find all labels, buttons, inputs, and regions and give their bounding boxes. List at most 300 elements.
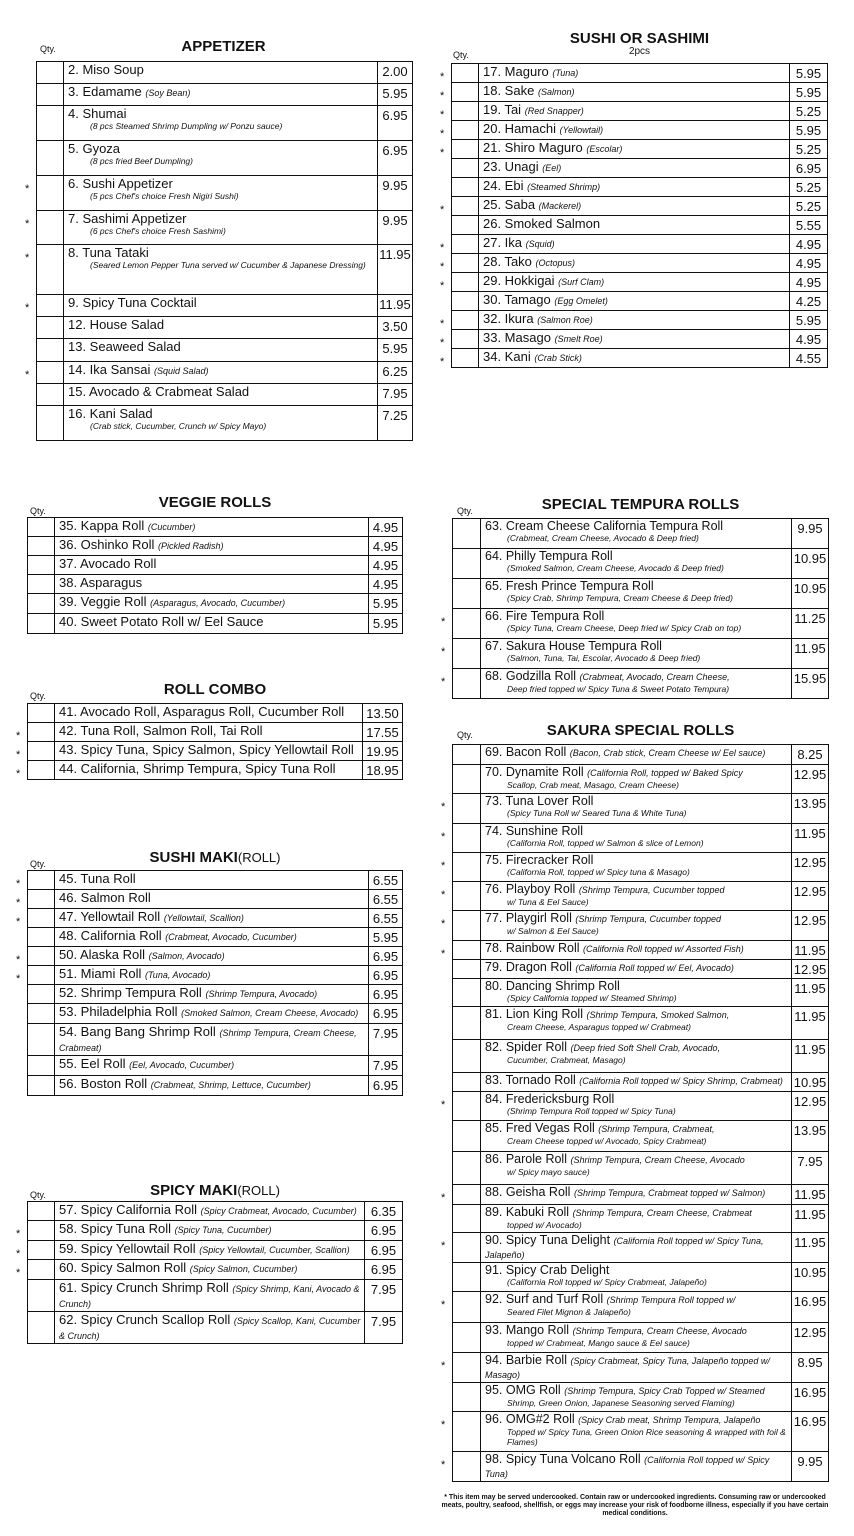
item-name-cell: [55, 575, 369, 594]
qty-cell[interactable]: [440, 83, 479, 102]
menu-item-row: [453, 1040, 829, 1073]
item-name: 78. Rainbow Roll: [485, 941, 580, 955]
menu-item-row: [28, 1280, 403, 1312]
item-price: 12.95: [792, 911, 829, 941]
undercooked-star-icon: *: [440, 261, 445, 273]
qty-cell[interactable]: [453, 1040, 481, 1073]
menu-item-row: [452, 216, 828, 235]
item-name-cell: [481, 1152, 792, 1185]
qty-cell[interactable]: [453, 1152, 481, 1185]
item-name-cell: [479, 349, 790, 368]
qty-cell[interactable]: [25, 176, 64, 211]
item-price: 11.95: [792, 1185, 829, 1205]
qty-cell[interactable]: [453, 1121, 481, 1152]
qty-cell[interactable]: [440, 330, 479, 349]
qty-cell[interactable]: [453, 1383, 481, 1412]
menu-item-row: [453, 1007, 829, 1040]
item-description: (Salmon): [537, 87, 575, 97]
item-name: 86. Parole Roll: [485, 1152, 567, 1166]
sushi-table: [440, 63, 828, 368]
qty-cell[interactable]: [37, 106, 64, 141]
item-description: (Spicy Shrimp, Kani, Avocado & Crunch): [59, 1284, 360, 1309]
qty-cell[interactable]: [28, 985, 55, 1004]
menu-item-row: [452, 83, 828, 102]
qty-cell[interactable]: [440, 254, 479, 273]
item-name-cell: [481, 745, 792, 765]
qty-label: Qty.: [453, 50, 469, 60]
undercooked-star-icon: *: [441, 646, 446, 658]
qty-cell[interactable]: [28, 1312, 55, 1344]
item-description: (Smelt Roe): [554, 334, 603, 344]
undercooked-star-icon: *: [441, 1459, 446, 1471]
qty-cell[interactable]: [16, 966, 55, 985]
qty-cell[interactable]: [16, 890, 55, 909]
qty-cell[interactable]: [440, 311, 479, 330]
qty-cell[interactable]: [440, 349, 479, 368]
item-name: 36. Oshinko Roll: [59, 537, 155, 552]
item-name: 79. Dragon Roll: [485, 960, 572, 974]
qty-cell[interactable]: [16, 909, 55, 928]
qty-cell[interactable]: [37, 141, 64, 176]
qty-cell[interactable]: [25, 295, 64, 317]
item-name-cell: [55, 985, 369, 1004]
item-price: 5.95: [369, 594, 403, 614]
item-price: 6.35: [365, 1202, 403, 1221]
section-subtitle: 2pcs: [628, 46, 651, 57]
item-price: 4.95: [790, 273, 828, 292]
item-name: 56. Boston Roll: [59, 1076, 148, 1091]
qty-cell[interactable]: [440, 235, 479, 254]
undercooked-star-icon: *: [25, 302, 30, 314]
item-description: (Spicy Yellowtail, Cucumber, Scallion): [199, 1245, 350, 1255]
qty-cell[interactable]: [37, 84, 64, 106]
item-name-cell: [64, 317, 378, 339]
item-description: (Yellowtail, Scallion): [163, 913, 244, 923]
qty-cell[interactable]: [452, 178, 479, 197]
qty-cell[interactable]: [441, 1233, 481, 1263]
item-name-cell: [64, 406, 378, 441]
qty-cell[interactable]: [28, 518, 55, 537]
qty-cell[interactable]: [25, 245, 64, 295]
item-price: 4.95: [790, 235, 828, 254]
section-title: [27, 1182, 403, 1199]
item-price: 8.25: [792, 745, 829, 765]
qty-cell[interactable]: [16, 723, 55, 742]
qty-cell[interactable]: [28, 594, 55, 614]
item-description: (Tuna): [552, 68, 579, 78]
menu-item-row: [453, 794, 829, 824]
item-name: 82. Spider Roll: [485, 1040, 567, 1054]
item-price: 9.95: [378, 176, 413, 211]
item-price: 5.95: [790, 64, 828, 83]
appetizer-table: [25, 61, 413, 441]
item-name-cell: [55, 890, 369, 909]
section-title-text: SPICY MAKI: [150, 1182, 238, 1199]
undercooked-star-icon: *: [441, 889, 446, 901]
item-name-cell: [64, 295, 378, 317]
qty-cell[interactable]: [37, 406, 64, 441]
item-description: (Shrimp Tempura, Cream Cheese, Crabmeat: [572, 1208, 752, 1218]
item-name: 29. Hokkigai: [483, 273, 555, 288]
section-title: SAKURA SPECIAL ROLLS: [546, 722, 735, 739]
item-name-cell: [64, 62, 378, 84]
menu-item-row: [28, 1076, 403, 1096]
item-name-cell: [55, 928, 369, 947]
menu-item-row: [452, 311, 828, 330]
item-name-cell: [55, 537, 369, 556]
qty-label: Qty.: [30, 506, 46, 516]
item-price: 12.95: [792, 1323, 829, 1353]
menu-item-row: [453, 1233, 829, 1263]
qty-cell[interactable]: [453, 1205, 481, 1233]
menu-item-row: [452, 140, 828, 159]
menu-item-row: [28, 1312, 403, 1344]
item-price: 18.95: [363, 761, 403, 780]
item-subdescription: (Spicy Tuna, Cream Cheese, Deep fried w/ Spicy Crab on top): [507, 623, 742, 633]
qty-cell[interactable]: [28, 1004, 55, 1024]
item-subdescription: (8 pcs Steamed Shrimp Dumpling w/ Ponzu sauce): [90, 121, 283, 131]
item-price: 10.95: [792, 1263, 829, 1292]
item-price: 6.95: [365, 1221, 403, 1241]
undercooked-star-icon: *: [16, 897, 21, 909]
item-subdescription: Seared Filet Mignon & Jalapeño): [507, 1307, 631, 1317]
qty-label: Qty.: [30, 691, 46, 701]
qty-cell[interactable]: [441, 1292, 481, 1323]
item-name: 68. Godzilla Roll: [485, 669, 577, 683]
item-name: 88. Geisha Roll: [485, 1185, 571, 1199]
qty-cell[interactable]: [441, 1412, 481, 1452]
item-subdescription: (Smoked Salmon, Cream Cheese, Avocado & Deep fried): [507, 563, 724, 573]
undercooked-star-icon: *: [441, 831, 446, 843]
item-price: 5.25: [790, 178, 828, 197]
item-subdescription: (Seared Lemon Pepper Tuna served w/ Cucumber & Japanese Dressing): [90, 260, 366, 270]
qty-cell[interactable]: [28, 537, 55, 556]
item-name-cell: [481, 549, 792, 579]
qty-cell[interactable]: [441, 1452, 481, 1482]
item-description: (Shrimp Tempura, Smoked Salmon,: [586, 1010, 730, 1020]
qty-cell[interactable]: [16, 871, 55, 890]
menu-item-row: [453, 1323, 829, 1353]
item-name: 62. Spicy Crunch Scallop Roll: [59, 1312, 231, 1327]
qty-label: Qty.: [457, 730, 473, 740]
item-name-cell: [55, 909, 369, 928]
item-price: 11.95: [792, 941, 829, 960]
menu-item-row: [37, 295, 413, 317]
undercooked-star-icon: *: [16, 954, 21, 966]
qty-cell[interactable]: [16, 1260, 55, 1280]
item-subdescription: topped w/ Crabmeat, Mango sauce & Eel sauce): [507, 1338, 690, 1348]
item-name: 74. Sunshine Roll: [485, 824, 583, 838]
item-price: 11.95: [792, 824, 829, 853]
item-name-cell: [55, 742, 363, 761]
qty-cell[interactable]: [453, 519, 481, 549]
qty-cell[interactable]: [28, 1024, 55, 1056]
qty-cell[interactable]: [28, 928, 55, 947]
menu-item-row: [452, 178, 828, 197]
qty-cell[interactable]: [16, 947, 55, 966]
item-name: 63. Cream Cheese California Tempura Roll: [485, 519, 724, 533]
menu-item-row: [452, 349, 828, 368]
item-name: 52. Shrimp Tempura Roll: [59, 985, 202, 1000]
item-price: 11.95: [792, 979, 829, 1007]
qty-cell[interactable]: [441, 882, 481, 911]
item-name-cell: [55, 594, 369, 614]
item-price: 6.95: [365, 1260, 403, 1280]
qty-cell[interactable]: [453, 979, 481, 1007]
qty-label: Qty.: [30, 859, 46, 869]
item-price: 5.95: [790, 83, 828, 102]
undercooked-star-icon: *: [440, 242, 445, 254]
qty-cell[interactable]: [441, 1353, 481, 1383]
qty-cell[interactable]: [440, 64, 479, 83]
item-name: 42. Tuna Roll, Salmon Roll, Tai Roll: [59, 723, 263, 738]
item-name: 48. California Roll: [59, 928, 162, 943]
item-name-cell: [481, 960, 792, 979]
qty-cell[interactable]: [28, 1202, 55, 1221]
item-name-cell: [481, 579, 792, 609]
item-name-cell: [481, 639, 792, 669]
item-price: 6.55: [369, 871, 403, 890]
qty-cell[interactable]: [441, 824, 481, 853]
menu-item-row: [28, 1004, 403, 1024]
item-name-cell: [55, 1202, 365, 1221]
qty-cell[interactable]: [440, 197, 479, 216]
item-price: 9.95: [378, 211, 413, 245]
qty-cell[interactable]: [25, 362, 64, 384]
item-description: (Spicy Crabmeat, Spicy Tuna, Jalapeño topped w/ Masago): [485, 1356, 770, 1380]
item-name: 34. Kani: [483, 349, 531, 364]
item-name: 80. Dancing Shrimp Roll: [485, 979, 620, 993]
item-price: 12.95: [792, 960, 829, 979]
qty-cell[interactable]: [453, 1263, 481, 1292]
menu-item-row: [453, 669, 829, 699]
qty-cell[interactable]: [441, 911, 481, 941]
item-subdescription: w/ Tuna & Eel Sauce): [507, 897, 589, 907]
item-price: 10.95: [792, 549, 829, 579]
undercooked-star-icon: *: [441, 616, 446, 628]
qty-cell[interactable]: [28, 614, 55, 634]
qty-cell[interactable]: [452, 292, 479, 311]
item-description: (Shrimp Tempura, Avocado): [205, 989, 318, 999]
item-subdescription: Deep fried topped w/ Spicy Tuna & Sweet Potato Tempura): [507, 684, 730, 694]
item-name-cell: [481, 519, 792, 549]
item-description: (California Roll, topped w/ Baked Spicy: [587, 768, 743, 778]
item-price: 11.95: [792, 1007, 829, 1040]
item-name-cell: [481, 1383, 792, 1412]
qty-cell[interactable]: [28, 1280, 55, 1312]
qty-cell[interactable]: [441, 1185, 481, 1205]
qty-cell[interactable]: [37, 317, 64, 339]
item-name: 54. Bang Bang Shrimp Roll: [59, 1024, 216, 1039]
item-name: 81. Lion King Roll: [485, 1007, 583, 1021]
item-subdescription: w/ Salmon & Eel Sauce): [507, 926, 599, 936]
item-name-cell: [481, 1040, 792, 1073]
qty-cell[interactable]: [441, 794, 481, 824]
item-price: 10.95: [792, 579, 829, 609]
menu-item-row: [453, 579, 829, 609]
qty-cell[interactable]: [16, 742, 55, 761]
qty-cell[interactable]: [440, 102, 479, 121]
qty-cell[interactable]: [441, 609, 481, 639]
menu-item-row: [453, 1073, 829, 1092]
item-price: 17.55: [363, 723, 403, 742]
qty-cell[interactable]: [440, 273, 479, 292]
item-description: (Eel): [542, 163, 562, 173]
item-price: 6.95: [369, 1076, 403, 1096]
item-price: 11.95: [792, 639, 829, 669]
menu-item-row: [28, 518, 403, 537]
item-name: 75. Firecracker Roll: [485, 853, 594, 867]
item-name: 46. Salmon Roll: [59, 890, 151, 905]
item-subdescription: (Crab stick, Cucumber, Crunch w/ Spicy Mayo): [90, 421, 267, 431]
item-subdescription: (Crabmeat, Cream Cheese, Avocado & Deep fried): [507, 533, 699, 543]
item-price: 12.95: [792, 853, 829, 882]
item-price: 5.95: [790, 121, 828, 140]
undercooked-star-icon: *: [440, 71, 445, 83]
menu-item-row: [453, 1292, 829, 1323]
menu-item-row: [37, 362, 413, 384]
item-subdescription: (6 pcs Chef's choice Fresh Sashimi): [90, 226, 226, 236]
qty-cell[interactable]: [16, 761, 55, 780]
item-name: 93. Mango Roll: [485, 1323, 570, 1337]
item-description: (Egg Omelet): [554, 296, 608, 306]
item-price: 15.95: [792, 669, 829, 699]
qty-cell[interactable]: [453, 1073, 481, 1092]
undercooked-star-icon: *: [441, 1360, 446, 1372]
undercooked-star-icon: *: [441, 801, 446, 813]
item-price: 7.95: [365, 1280, 403, 1312]
item-name: 20. Hamachi: [483, 121, 556, 136]
qty-cell[interactable]: [441, 1092, 481, 1121]
item-name-cell: [481, 824, 792, 853]
item-name-cell: [481, 1185, 792, 1205]
item-price: 2.00: [378, 62, 413, 84]
qty-cell[interactable]: [441, 669, 481, 699]
undercooked-star-icon: *: [440, 280, 445, 292]
item-subdescription: w/ Spicy mayo sauce): [507, 1167, 590, 1177]
menu-item-row: [28, 556, 403, 575]
undercooked-star-icon: *: [25, 252, 30, 264]
item-name-cell: [481, 1263, 792, 1292]
qty-cell[interactable]: [441, 853, 481, 882]
item-price: 4.25: [790, 292, 828, 311]
undercooked-star-icon: *: [25, 183, 30, 195]
item-name: 19. Tai: [483, 102, 522, 117]
item-name: 98. Spicy Tuna Volcano Roll: [485, 1452, 641, 1466]
item-name: 83. Tornado Roll: [485, 1073, 576, 1087]
item-price: 6.55: [369, 890, 403, 909]
item-name-cell: [55, 1241, 365, 1260]
item-name: 91. Spicy Crab Delight: [485, 1263, 610, 1277]
item-name-cell: [479, 216, 790, 235]
item-price: 5.95: [369, 928, 403, 947]
item-price: 11.95: [378, 245, 413, 295]
item-description: (Escolar): [586, 144, 623, 154]
qty-cell[interactable]: [452, 216, 479, 235]
item-name: 94. Barbie Roll: [485, 1353, 567, 1367]
item-description: (Squid): [525, 239, 555, 249]
menu-item-row: [28, 575, 403, 594]
qty-cell[interactable]: [440, 121, 479, 140]
item-name: 14. Ika Sansai: [68, 362, 151, 377]
item-price: 16.95: [792, 1292, 829, 1323]
item-name-cell: [64, 176, 378, 211]
qty-cell[interactable]: [28, 1076, 55, 1096]
item-name-cell: [479, 159, 790, 178]
item-name-cell: [479, 64, 790, 83]
qty-cell[interactable]: [453, 1323, 481, 1353]
item-description: (California Roll topped w/ Spicy Shrimp, Crabmeat): [579, 1076, 783, 1086]
qty-cell[interactable]: [453, 765, 481, 794]
qty-cell[interactable]: [25, 211, 64, 245]
item-name-cell: [55, 871, 369, 890]
qty-cell[interactable]: [16, 1241, 55, 1260]
item-name: 53. Philadelphia Roll: [59, 1004, 178, 1019]
section-title: [27, 849, 403, 866]
qty-cell[interactable]: [453, 1007, 481, 1040]
item-name: 26. Smoked Salmon: [483, 216, 601, 231]
item-name: 39. Veggie Roll: [59, 594, 147, 609]
item-price: 7.95: [369, 1024, 403, 1056]
qty-label: Qty.: [457, 506, 473, 516]
item-subdescription: Cucumber, Crabmeat, Masago): [507, 1055, 626, 1065]
qty-cell[interactable]: [453, 745, 481, 765]
qty-cell[interactable]: [37, 339, 64, 362]
item-name-cell: [55, 1004, 369, 1024]
item-name-cell: [481, 1292, 792, 1323]
undercooked-star-icon: *: [440, 109, 445, 121]
section-title: VEGGIE ROLLS: [158, 494, 272, 511]
qty-cell[interactable]: [16, 1221, 55, 1241]
item-name: 17. Maguro: [483, 64, 549, 79]
menu-item-row: [28, 1260, 403, 1280]
item-price: 11.25: [792, 609, 829, 639]
item-name: 84. Fredericksburg Roll: [485, 1092, 615, 1106]
item-description: (California Roll topped w/ Spicy Tuna, Jalapeño): [485, 1236, 764, 1260]
item-subdescription: (California Roll, topped w/ Salmon & slice of Lemon): [507, 838, 704, 848]
item-name: 16. Kani Salad: [68, 406, 153, 421]
qty-cell[interactable]: [28, 575, 55, 594]
item-price: 4.95: [369, 518, 403, 537]
qty-cell[interactable]: [28, 556, 55, 575]
menu-item-row: [28, 871, 403, 890]
undercooked-star-icon: *: [440, 337, 445, 349]
item-description: (Octopus): [535, 258, 576, 268]
qty-cell[interactable]: [453, 960, 481, 979]
qty-cell[interactable]: [37, 62, 64, 84]
menu-item-row: [28, 723, 403, 742]
qty-cell[interactable]: [28, 1056, 55, 1076]
item-price: 7.95: [378, 384, 413, 406]
item-description: (Shrimp Tempura, Cream Cheese, Avocado: [572, 1326, 747, 1336]
item-name: 67. Sakura House Tempura Roll: [485, 639, 662, 653]
menu-item-row: [453, 941, 829, 960]
menu-item-row: [37, 245, 413, 295]
qty-cell[interactable]: [440, 140, 479, 159]
qty-cell[interactable]: [37, 384, 64, 406]
qty-cell[interactable]: [441, 639, 481, 669]
item-description: (Tuna, Avocado): [144, 970, 211, 980]
item-price: 7.95: [792, 1152, 829, 1185]
item-name-cell: [479, 197, 790, 216]
qty-cell[interactable]: [452, 159, 479, 178]
menu-item-row: [453, 911, 829, 941]
qty-cell[interactable]: [441, 941, 481, 960]
qty-cell[interactable]: [453, 579, 481, 609]
qty-cell[interactable]: [28, 704, 55, 723]
qty-cell[interactable]: [453, 549, 481, 579]
item-name-cell: [64, 106, 378, 141]
